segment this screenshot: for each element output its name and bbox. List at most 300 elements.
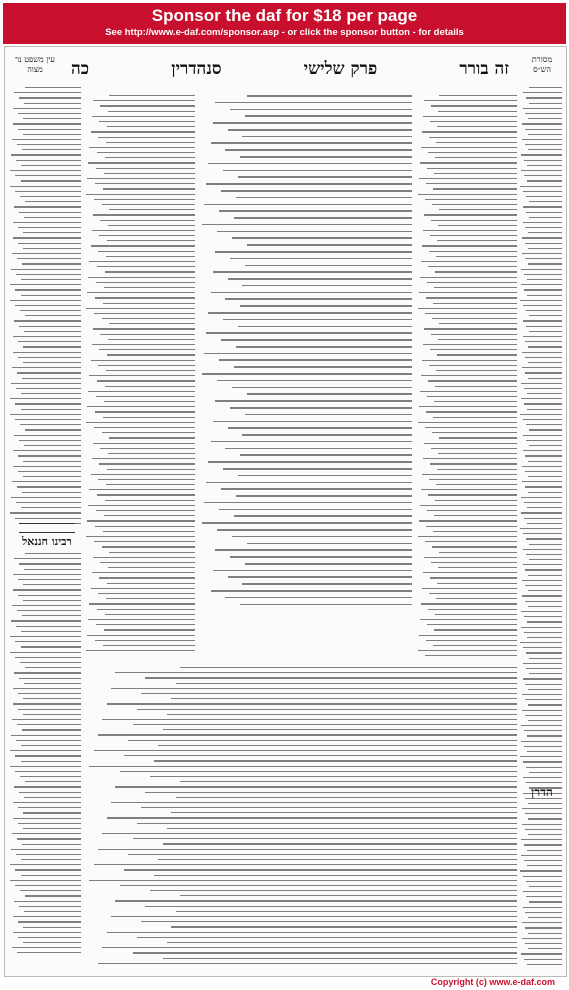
text-line [424, 443, 517, 444]
text-line [437, 126, 517, 127]
text-line [523, 305, 562, 306]
text-line [213, 570, 412, 572]
text-line [526, 538, 562, 539]
text-line [10, 284, 81, 285]
text-line [96, 624, 195, 625]
text-line [521, 269, 562, 270]
text-line [426, 526, 517, 527]
text-line [88, 505, 195, 506]
text-line [247, 95, 412, 97]
text-line [16, 626, 81, 627]
text-line [247, 393, 412, 395]
text-line [429, 251, 517, 252]
text-line [525, 829, 562, 830]
text-line [96, 282, 195, 283]
text-line [22, 844, 81, 845]
text-line [12, 719, 81, 720]
text-line [176, 797, 517, 798]
text-line [521, 383, 562, 384]
text-line [418, 422, 517, 423]
text-line [98, 734, 517, 735]
text-line [245, 563, 412, 565]
text-line [526, 196, 562, 197]
text-line [20, 196, 81, 197]
text-line [100, 220, 195, 221]
text-line [213, 271, 412, 273]
text-line [97, 152, 195, 153]
text-line [242, 434, 412, 436]
text-line [435, 386, 517, 387]
ein-mishpat-column [9, 87, 81, 527]
text-line [523, 419, 562, 420]
text-line [528, 362, 562, 363]
text-line [529, 331, 562, 332]
text-line [240, 604, 412, 606]
text-line [86, 308, 195, 309]
text-line [109, 95, 195, 96]
text-line [18, 579, 81, 580]
text-line [18, 455, 81, 456]
text-line [211, 292, 412, 294]
text-line [10, 750, 81, 751]
text-line [520, 414, 562, 415]
text-line [430, 349, 517, 350]
text-line [526, 310, 562, 311]
text-line [11, 154, 81, 155]
text-line [425, 427, 517, 428]
text-line [523, 108, 562, 109]
text-line [10, 880, 81, 881]
text-line [17, 486, 81, 487]
text-line [167, 714, 517, 715]
text-line [180, 667, 517, 668]
header-masechet: סנהדרין [171, 59, 222, 79]
text-line [98, 479, 195, 480]
text-line [115, 900, 517, 901]
text-line [171, 812, 517, 813]
text-line [523, 450, 562, 451]
text-line [526, 767, 562, 768]
text-line [423, 230, 517, 231]
text-line [423, 572, 517, 573]
text-line [525, 471, 562, 472]
text-line [23, 476, 81, 477]
text-line [439, 437, 517, 438]
text-line [94, 541, 195, 542]
text-line [523, 549, 562, 550]
text-line [102, 432, 196, 433]
text-line [523, 663, 562, 664]
text-line [13, 589, 81, 590]
text-line [523, 891, 562, 892]
text-line [419, 520, 517, 521]
text-line [13, 108, 81, 109]
text-line [437, 240, 517, 241]
text-line [13, 466, 81, 467]
text-line [25, 87, 81, 88]
sponsor-banner[interactable] [3, 3, 566, 44]
text-line [21, 507, 81, 508]
text-line [525, 943, 562, 944]
text-line [436, 484, 517, 485]
text-line [88, 619, 195, 620]
text-line [522, 352, 562, 353]
sponsor-subtitle[interactable]: See http://www.e-daf.com/sponsor.asp - or click the sponsor button - for details [105, 27, 464, 38]
text-line [527, 180, 562, 181]
text-line [18, 227, 81, 228]
text-line [103, 188, 195, 189]
text-line [206, 332, 412, 334]
text-line [433, 645, 517, 646]
text-line [528, 492, 562, 493]
text-line [425, 541, 517, 542]
text-line [13, 222, 81, 223]
text-line [438, 339, 517, 340]
text-line [24, 331, 81, 332]
text-line [25, 667, 81, 668]
text-line [158, 859, 517, 860]
text-line [124, 755, 517, 756]
text-line [434, 515, 517, 516]
text-line [434, 629, 517, 630]
text-line [13, 932, 81, 933]
text-line [137, 709, 517, 710]
text-line [232, 387, 412, 389]
text-line [245, 115, 412, 117]
text-line [523, 777, 562, 778]
text-line [217, 529, 412, 531]
copyright-link[interactable]: Copyright (c) www.e-daf.com [430, 977, 555, 987]
text-line [14, 206, 81, 207]
text-line [525, 243, 562, 244]
text-line [245, 265, 412, 267]
text-line [527, 279, 562, 280]
text-line [19, 326, 81, 327]
text-line [432, 318, 517, 319]
text-line [145, 677, 517, 678]
text-line [171, 698, 517, 699]
text-line [438, 111, 517, 112]
text-line [107, 703, 517, 704]
text-line [88, 277, 195, 278]
text-line [420, 162, 517, 163]
text-line [19, 97, 81, 98]
text-line [14, 320, 81, 321]
text-line [436, 598, 517, 599]
text-line [425, 313, 517, 314]
text-line [89, 766, 517, 767]
header-page: כה [71, 59, 90, 79]
text-line [524, 632, 562, 633]
text-line [230, 556, 412, 558]
text-line [528, 378, 562, 379]
text-line [17, 610, 81, 611]
text-line [425, 655, 517, 656]
text-line [12, 947, 81, 948]
text-line [520, 528, 562, 529]
text-line [430, 577, 517, 578]
text-line [436, 142, 517, 143]
text-line [217, 380, 412, 382]
text-line [420, 277, 517, 278]
text-line [424, 214, 517, 215]
text-line [23, 461, 81, 462]
text-line [523, 647, 562, 648]
text-line [437, 583, 517, 584]
text-line [18, 471, 81, 472]
text-line [102, 947, 517, 948]
text-line [522, 139, 562, 140]
text-line [15, 518, 81, 519]
text-line [150, 776, 517, 777]
text-line [15, 755, 81, 756]
text-line [204, 502, 412, 504]
text-line [111, 688, 517, 689]
text-line [12, 253, 81, 254]
text-line [524, 289, 562, 290]
text-line [11, 849, 81, 850]
text-line [225, 448, 412, 450]
text-line [180, 895, 517, 896]
text-line [208, 163, 412, 165]
text-line [104, 287, 195, 288]
text-line [228, 576, 412, 578]
text-line [529, 315, 562, 316]
text-line [522, 938, 562, 939]
masoret-hashas-column [520, 87, 562, 967]
text-line [522, 710, 562, 711]
text-line [422, 360, 517, 361]
text-line [523, 761, 562, 762]
text-line [432, 204, 517, 205]
text-line [109, 323, 195, 324]
tosafot-commentary [85, 95, 195, 655]
text-line [103, 645, 195, 646]
text-line [111, 802, 517, 803]
text-line [431, 448, 517, 449]
text-line [21, 393, 81, 394]
text-line [522, 595, 562, 596]
text-line [24, 683, 81, 684]
text-line [10, 864, 81, 865]
text-line [105, 500, 195, 501]
text-line [524, 616, 562, 617]
text-line [434, 173, 517, 174]
text-line [427, 168, 517, 169]
text-line [20, 424, 81, 425]
text-line [526, 782, 562, 783]
text-line [528, 149, 562, 150]
text-line [22, 492, 81, 493]
text-line [527, 295, 562, 296]
text-line [419, 178, 517, 179]
text-line [13, 352, 81, 353]
text-line [10, 186, 81, 187]
text-line [99, 235, 195, 236]
text-line [18, 937, 81, 938]
text-line [521, 398, 562, 399]
text-line [102, 719, 517, 720]
text-line [221, 339, 412, 341]
text-line [87, 292, 195, 293]
text-line [524, 502, 562, 503]
text-line [18, 129, 81, 130]
text-line [234, 515, 412, 517]
text-line [525, 258, 562, 259]
text-line [426, 411, 517, 412]
text-line [528, 248, 562, 249]
text-line [91, 588, 196, 589]
text-line [163, 729, 517, 730]
text-line [11, 497, 81, 498]
sponsor-title[interactable]: Sponsor the daf for $18 per page [151, 6, 418, 25]
text-line [526, 424, 562, 425]
text-line [529, 544, 562, 545]
text-line [18, 921, 81, 922]
text-line [524, 160, 562, 161]
text-line [418, 536, 517, 537]
text-line [525, 372, 562, 373]
text-line [223, 468, 412, 470]
text-line [236, 197, 412, 199]
text-line [89, 489, 195, 490]
text-line [236, 495, 412, 497]
text-line [525, 113, 562, 114]
text-line [524, 860, 562, 861]
rabbeinu-chananel-text [9, 553, 81, 953]
text-line [527, 964, 562, 965]
text-line [22, 263, 81, 264]
text-line [234, 366, 412, 368]
text-line [21, 180, 81, 181]
text-line [96, 168, 195, 169]
text-line [525, 227, 562, 228]
text-line [429, 137, 517, 138]
text-line [421, 261, 517, 262]
text-line [14, 901, 81, 902]
text-line [93, 557, 195, 558]
text-line [438, 225, 517, 226]
text-line [525, 455, 562, 456]
text-line [427, 624, 517, 625]
text-line [520, 642, 562, 643]
text-line [24, 569, 81, 570]
text-line [438, 567, 517, 568]
text-line [523, 206, 562, 207]
text-line [23, 942, 81, 943]
text-line [245, 414, 412, 416]
text-line [526, 554, 562, 555]
text-line [16, 740, 81, 741]
text-line [523, 533, 562, 534]
text-line [522, 922, 562, 923]
text-line [421, 375, 517, 376]
text-line [521, 953, 562, 954]
text-line [439, 323, 517, 324]
text-line [100, 334, 195, 335]
text-line [115, 786, 517, 787]
text-line [17, 144, 81, 145]
text-line [154, 760, 517, 761]
text-line [242, 136, 412, 138]
text-line [426, 297, 517, 298]
text-line [13, 450, 81, 451]
text-line [521, 839, 562, 840]
text-line [432, 546, 517, 547]
text-line [528, 346, 562, 347]
ein-mishpat-label: עין משפט נר מצוה [15, 55, 55, 74]
text-line [529, 673, 562, 674]
text-line [13, 916, 81, 917]
text-line [431, 334, 517, 335]
text-line [527, 637, 562, 638]
text-line [96, 510, 195, 511]
text-line [92, 572, 195, 573]
text-line [429, 365, 517, 366]
text-line [525, 699, 562, 700]
text-line [420, 505, 517, 506]
text-line [23, 927, 81, 928]
text-line [422, 474, 517, 475]
text-line [234, 217, 412, 219]
text-line [163, 958, 517, 959]
text-line [99, 349, 195, 350]
text-line [86, 194, 195, 195]
text-line [521, 855, 562, 856]
text-line [15, 175, 81, 176]
text-line [228, 278, 412, 280]
text-line [529, 658, 562, 659]
text-line [105, 386, 195, 387]
text-line [21, 165, 81, 166]
text-line [526, 881, 562, 882]
text-line [522, 123, 562, 124]
text-line [13, 336, 81, 337]
gemara-text [200, 95, 412, 615]
text-line [215, 400, 412, 402]
text-line [526, 896, 562, 897]
text-line [238, 475, 412, 477]
text-line [435, 157, 517, 158]
text-line [420, 391, 517, 392]
text-line [523, 320, 562, 321]
text-line [225, 298, 412, 300]
text-line [18, 113, 81, 114]
text-line [529, 201, 562, 202]
text-line [87, 635, 195, 636]
text-line [91, 360, 196, 361]
text-line [527, 735, 562, 736]
text-line [523, 92, 562, 93]
text-line [521, 741, 562, 742]
text-line [529, 886, 562, 887]
text-line [108, 567, 195, 568]
text-line [13, 688, 81, 689]
text-line [423, 458, 517, 459]
text-line [528, 590, 562, 591]
text-line [20, 310, 81, 311]
text-line [95, 411, 195, 412]
text-line [211, 142, 412, 144]
text-line [22, 729, 81, 730]
text-line [23, 362, 81, 363]
text-line [238, 176, 412, 178]
text-line [522, 253, 562, 254]
text-line [133, 838, 517, 839]
text-line [25, 201, 81, 202]
text-line [11, 269, 81, 270]
text-line [202, 224, 412, 226]
